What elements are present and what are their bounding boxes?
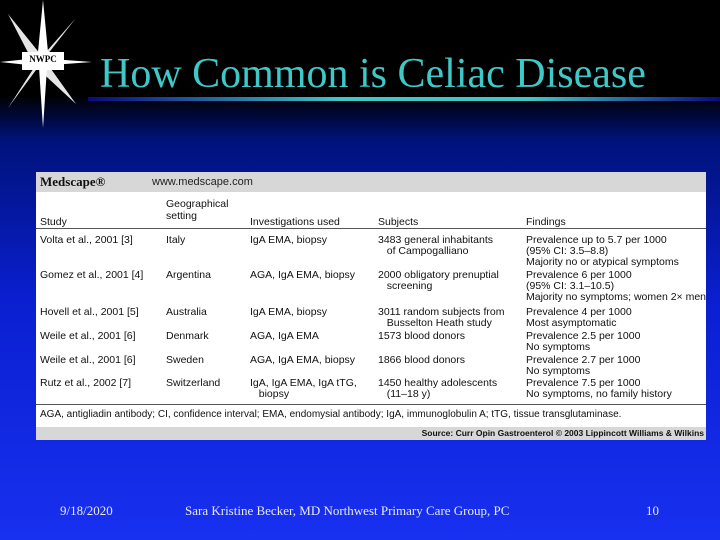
table-cell-investigations: IgA, IgA EMA, IgA tTG, biopsy — [250, 377, 357, 400]
table-cell-setting: Switzerland — [166, 377, 221, 389]
table-cell-setting: Denmark — [166, 330, 209, 342]
table-source: Source: Curr Opin Gastroenterol © 2003 Lippincott Williams & Wilkins — [421, 428, 704, 438]
table-cell-findings: Prevalence 7.5 per 1000 No symptoms, no family history — [526, 377, 672, 400]
medscape-logo: Medscape® — [40, 174, 106, 189]
table-cell-subjects: 2000 obligatory prenuptial screening — [378, 269, 499, 292]
table-cell-findings: Prevalence 4 per 1000 Most asymptomatic — [526, 306, 632, 329]
brand-bar — [36, 172, 706, 192]
table-cell-setting: Australia — [166, 306, 207, 318]
table-cell-study: Rutz et al., 2002 [7] — [40, 377, 132, 389]
table-footnote: AGA, antigliadin antibody; CI, confidence interval; EMA, endomysial antibody; IgA, immunoglobulin A; tTG, tissue transglutaminase. — [40, 409, 622, 420]
header-setting: Geographical setting — [166, 198, 229, 222]
table-cell-findings: Prevalence 2.7 per 1000 No symptoms — [526, 354, 641, 377]
table-cell-setting: Argentina — [166, 269, 211, 281]
logo-text: NWPC — [29, 54, 57, 64]
table-cell-investigations: IgA EMA, biopsy — [250, 234, 328, 246]
table-cell-investigations: IgA EMA, biopsy — [250, 306, 328, 318]
header-investigations: Investigations used — [250, 216, 340, 228]
footnote-rule — [36, 404, 706, 405]
table-cell-subjects: 1450 healthy adolescents (11–18 y) — [378, 377, 498, 400]
header-rule — [36, 228, 706, 229]
table-cell-setting: Italy — [166, 234, 186, 246]
header-study: Study — [40, 216, 67, 228]
table-cell-findings: Prevalence up to 5.7 per 1000 (95% CI: 3.5–8.8) Majority no or atypical symptoms — [526, 234, 679, 268]
footer-date: 9/18/2020 — [60, 503, 113, 518]
table-cell-subjects: 1573 blood donors — [378, 330, 465, 342]
source-bar — [36, 427, 706, 440]
table-cell-study: Weile et al., 2001 [6] — [40, 354, 136, 366]
celiac-prevalence-table — [36, 172, 706, 440]
table-cell-study: Volta et al., 2001 [3] — [40, 234, 133, 246]
table-cell-investigations: AGA, IgA EMA, biopsy — [250, 269, 356, 281]
table-cell-findings: Prevalence 6 per 1000 (95% CI: 3.1–10.5) Majority no symptoms; women 2× men — [526, 269, 707, 303]
compass-star-logo — [0, 0, 100, 128]
table-cell-investigations: AGA, IgA EMA, biopsy — [250, 354, 356, 366]
header-findings: Findings — [526, 216, 566, 228]
table-cell-subjects: 1866 blood donors — [378, 354, 465, 366]
footer-author: Sara Kristine Becker, MD Northwest Primary Care Group, PC — [185, 503, 510, 518]
title-divider — [88, 97, 720, 101]
slide-number: 10 — [646, 503, 659, 518]
slide-title: How Common is Celiac Disease — [100, 51, 646, 97]
table-cell-setting: Sweden — [166, 354, 204, 366]
table-cell-investigations: AGA, IgA EMA — [250, 330, 319, 342]
table-cell-study: Weile et al., 2001 [6] — [40, 330, 136, 342]
table-cell-findings: Prevalence 2.5 per 1000 No symptoms — [526, 330, 641, 353]
table-cell-study: Gomez et al., 2001 [4] — [40, 269, 144, 281]
table-cell-study: Hovell et al., 2001 [5] — [40, 306, 139, 318]
header-subjects: Subjects — [378, 216, 419, 228]
medscape-url: www.medscape.com — [152, 176, 253, 188]
table-cell-subjects: 3483 general inhabitants of Campogalliano — [378, 234, 494, 257]
table-cell-subjects: 3011 random subjects from Busselton Heath study — [378, 306, 505, 329]
